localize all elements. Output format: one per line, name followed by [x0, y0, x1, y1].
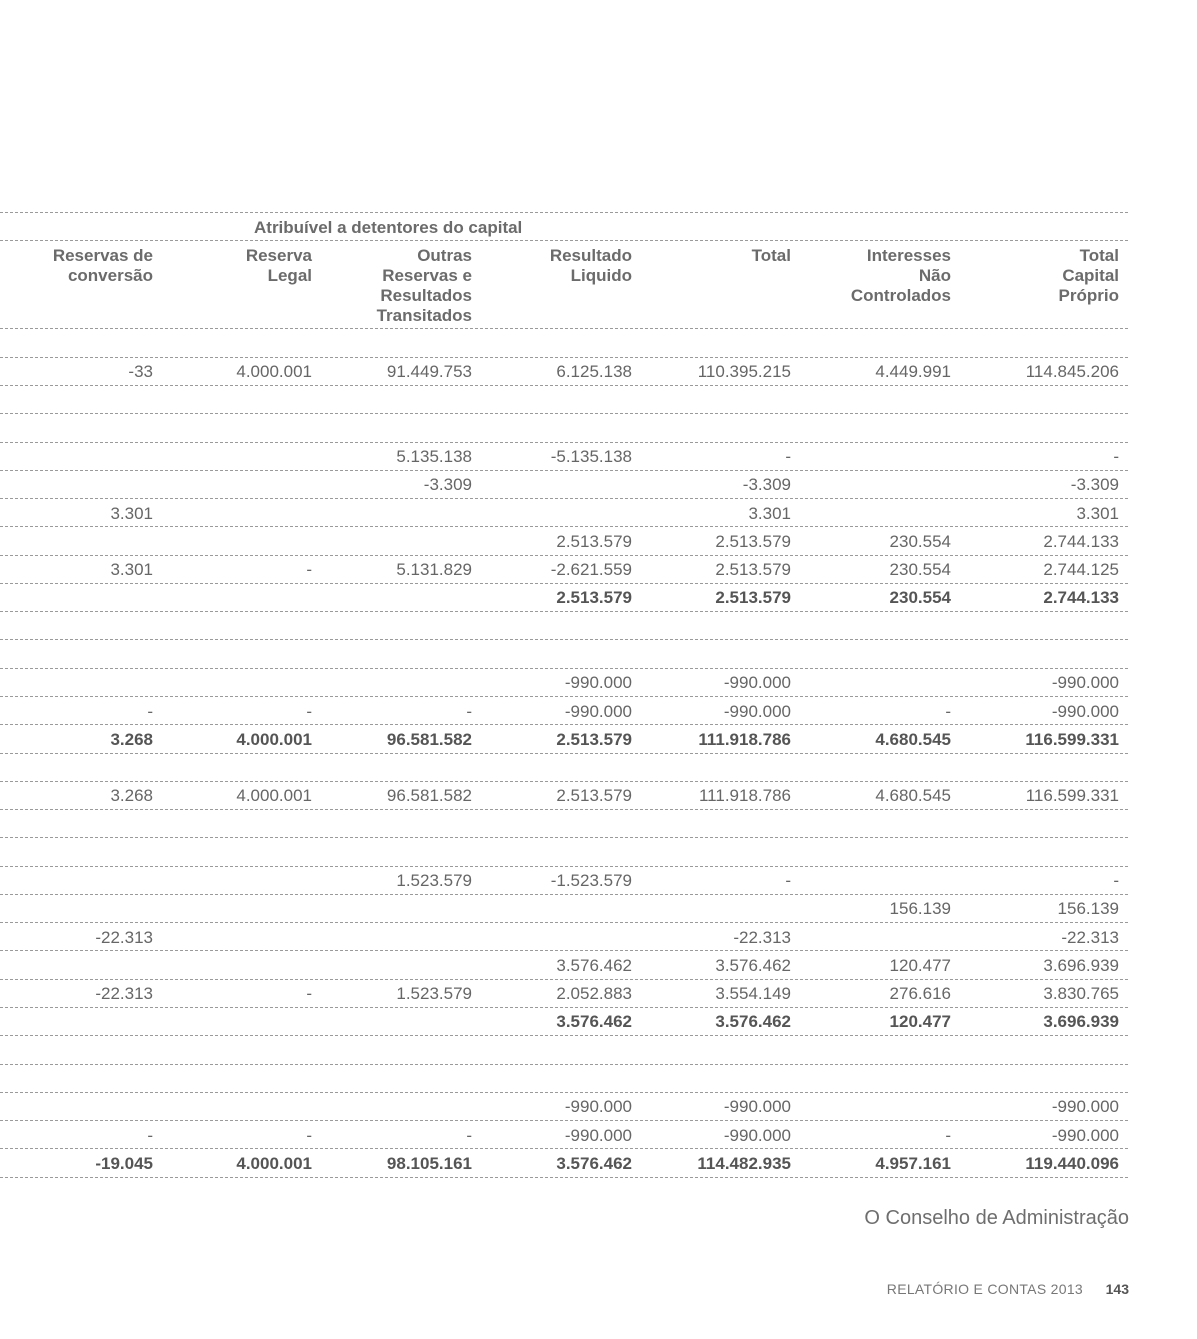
table-row	[0, 414, 1128, 442]
cell-resultado-liquido: -2.621.559	[550, 560, 632, 580]
cell-total-capital-proprio: 116.599.331	[1025, 786, 1119, 806]
column-header-total-capital-proprio: Total Capital Próprio	[1058, 246, 1119, 305]
cell-resultado-liquido: -1.523.579	[550, 871, 632, 891]
cell-total-capital-proprio: -990.000	[1051, 1097, 1119, 1117]
table-row	[0, 923, 1128, 951]
cell-resultado-liquido: -990.000	[564, 701, 632, 721]
cell-reservas-conversao: -22.313	[95, 927, 153, 947]
table-row	[0, 979, 1128, 1007]
cell-outras-reservas: 98.105.161	[386, 1153, 472, 1173]
table-row	[0, 951, 1128, 979]
cell-interesses-nao-controlados: 120.477	[889, 955, 951, 975]
cell-total-capital-proprio: -3.309	[1070, 475, 1119, 495]
cell-total-capital-proprio: 2.744.125	[1043, 560, 1119, 580]
cell-total-capital-proprio: 116.599.331	[1025, 729, 1119, 749]
cell-resultado-liquido: 2.513.579	[556, 588, 632, 608]
cell-outras-reservas: 5.131.829	[396, 560, 472, 580]
cell-total: -3.309	[742, 475, 791, 495]
cell-total-capital-proprio: -990.000	[1051, 673, 1119, 693]
table-row	[0, 555, 1128, 583]
group-header-rule	[0, 240, 1128, 241]
cell-outras-reservas: 1.523.579	[396, 871, 472, 891]
cell-outras-reservas: 5.135.138	[396, 447, 472, 467]
table-row	[0, 894, 1128, 922]
cell-reservas-conversao: 3.301	[110, 560, 153, 580]
cell-outras-reservas: -3.309	[423, 475, 472, 495]
table-row	[0, 612, 1128, 640]
cell-total: 114.482.935	[697, 1153, 791, 1173]
cell-resultado-liquido: 2.513.579	[556, 531, 632, 551]
table-row	[0, 1036, 1128, 1064]
column-header-resultado-liquido: Resultado Liquido	[549, 246, 632, 285]
cell-resultado-liquido: 3.576.462	[556, 955, 632, 975]
cell-total-capital-proprio: 114.845.206	[1025, 362, 1119, 382]
cell-interesses-nao-controlados: 4.957.161	[875, 1153, 951, 1173]
column-header-reserva-legal: Reserva Legal	[245, 246, 312, 285]
cell-interesses-nao-controlados: 230.554	[889, 531, 951, 551]
cell-interesses-nao-controlados: 120.477	[889, 1012, 951, 1032]
table-row	[0, 357, 1128, 385]
cell-total-capital-proprio: 119.440.096	[1025, 1153, 1119, 1173]
table-row	[0, 1064, 1128, 1092]
cell-resultado-liquido: 6.125.138	[556, 362, 632, 382]
total-row	[0, 583, 1128, 611]
column-header-outras-reservas: Outras Reservas e Resultados Transitados	[376, 246, 472, 325]
cell-resultado-liquido: 2.513.579	[556, 729, 632, 749]
row-rule	[0, 1177, 1128, 1178]
cell-total: 3.554.149	[715, 984, 791, 1004]
cell-interesses-nao-controlados: -	[945, 701, 951, 721]
cell-total-capital-proprio: 156.139	[1057, 899, 1119, 919]
cell-total: -990.000	[723, 1125, 791, 1145]
cell-total: 2.513.579	[715, 531, 791, 551]
cell-total: 3.301	[748, 503, 791, 523]
cell-total: 110.395.215	[697, 362, 791, 382]
table-row	[0, 866, 1128, 894]
cell-interesses-nao-controlados: -	[945, 1125, 951, 1145]
cell-outras-reservas: 91.449.753	[386, 362, 472, 382]
cell-reservas-conversao: -	[147, 1125, 153, 1145]
table-row	[0, 668, 1128, 696]
cell-reservas-conversao: 3.268	[110, 786, 153, 806]
column-header-interesses-nao-controlados: Interesses Não Controlados	[850, 246, 951, 305]
cell-interesses-nao-controlados: 156.139	[889, 899, 951, 919]
cell-interesses-nao-controlados: 230.554	[889, 588, 951, 608]
cell-total: 2.513.579	[715, 560, 791, 580]
table-row	[0, 781, 1128, 809]
cell-total: -	[785, 871, 791, 891]
cell-total: 111.918.786	[698, 729, 791, 749]
cell-resultado-liquido: -990.000	[564, 1097, 632, 1117]
table-row	[0, 838, 1128, 866]
cell-total: -990.000	[723, 673, 791, 693]
cell-resultado-liquido: -990.000	[564, 1125, 632, 1145]
cell-total-capital-proprio: 3.696.939	[1043, 1012, 1119, 1032]
cell-resultado-liquido: 2.513.579	[556, 786, 632, 806]
cell-total-capital-proprio: -990.000	[1051, 1125, 1119, 1145]
cell-reservas-conversao: -19.045	[95, 1153, 153, 1173]
table-top-rule	[0, 212, 1128, 213]
total-row	[0, 1007, 1128, 1035]
table-row	[0, 470, 1128, 498]
cell-total-capital-proprio: -22.313	[1061, 927, 1119, 947]
report-title: RELATÓRIO E CONTAS 2013	[886, 1281, 1083, 1297]
cell-total-capital-proprio: 3.830.765	[1043, 984, 1119, 1004]
column-header-reservas-conversao: Reservas de conversão	[52, 246, 153, 285]
cell-total: -	[785, 447, 791, 467]
cell-reservas-conversao: 3.268	[110, 729, 153, 749]
table-row	[0, 697, 1128, 725]
cell-total: -990.000	[723, 1097, 791, 1117]
cell-reservas-conversao: -	[147, 701, 153, 721]
cell-reserva-legal: 4.000.001	[236, 786, 312, 806]
cell-reserva-legal: 4.000.001	[236, 362, 312, 382]
cell-interesses-nao-controlados: 4.680.545	[875, 786, 951, 806]
cell-total-capital-proprio: -990.000	[1051, 701, 1119, 721]
cell-outras-reservas: -	[466, 1125, 472, 1145]
group-header: Atribuível a detentores do capital	[254, 218, 523, 237]
cell-resultado-liquido: -990.000	[564, 673, 632, 693]
cell-interesses-nao-controlados: 276.616	[889, 984, 951, 1004]
cell-resultado-liquido: 2.052.883	[556, 984, 632, 1004]
cell-reserva-legal: -	[306, 1125, 312, 1145]
cell-total-capital-proprio: -	[1113, 447, 1119, 467]
cell-total-capital-proprio: 2.744.133	[1043, 588, 1119, 608]
cell-reservas-conversao: 3.301	[110, 503, 153, 523]
table-row	[0, 753, 1128, 781]
table-row	[0, 527, 1128, 555]
table-row	[0, 1121, 1128, 1149]
cell-total-capital-proprio: 3.301	[1076, 503, 1119, 523]
cell-reserva-legal: 4.000.001	[236, 1153, 312, 1173]
table-row	[0, 1092, 1128, 1120]
cell-total: 111.918.786	[698, 786, 791, 806]
cell-total: 3.576.462	[715, 955, 791, 975]
table-row	[0, 442, 1128, 470]
cell-total: 2.513.579	[715, 588, 791, 608]
table-row	[0, 640, 1128, 668]
cell-total: -22.313	[733, 927, 791, 947]
cell-reserva-legal: -	[306, 984, 312, 1004]
cell-reserva-legal: 4.000.001	[236, 729, 312, 749]
cell-total: -990.000	[723, 701, 791, 721]
cell-outras-reservas: 1.523.579	[396, 984, 472, 1004]
cell-reserva-legal: -	[306, 560, 312, 580]
cell-interesses-nao-controlados: 230.554	[889, 560, 951, 580]
cell-outras-reservas: -	[466, 701, 472, 721]
cell-reservas-conversao: -22.313	[95, 984, 153, 1004]
cell-interesses-nao-controlados: 4.449.991	[875, 362, 951, 382]
cell-outras-reservas: 96.581.582	[386, 786, 472, 806]
cell-reservas-conversao: -33	[128, 362, 153, 382]
page-number: 143	[1105, 1281, 1129, 1297]
cell-total-capital-proprio: 3.696.939	[1043, 955, 1119, 975]
cell-resultado-liquido: 3.576.462	[556, 1012, 632, 1032]
cell-resultado-liquido: 3.576.462	[556, 1153, 632, 1173]
cell-interesses-nao-controlados: 4.680.545	[875, 729, 951, 749]
table-row	[0, 329, 1128, 357]
cell-reserva-legal: -	[306, 701, 312, 721]
table-row	[0, 810, 1128, 838]
cell-total-capital-proprio: -	[1113, 871, 1119, 891]
total-row	[0, 1149, 1128, 1177]
cell-total: 3.576.462	[715, 1012, 791, 1032]
table-row	[0, 386, 1128, 414]
board-signature: O Conselho de Administração	[864, 1207, 1129, 1229]
cell-outras-reservas: 96.581.582	[386, 729, 472, 749]
column-header-total: Total	[751, 246, 791, 265]
total-row	[0, 725, 1128, 753]
cell-resultado-liquido: -5.135.138	[550, 447, 632, 467]
table-row	[0, 499, 1128, 527]
cell-total-capital-proprio: 2.744.133	[1043, 531, 1119, 551]
